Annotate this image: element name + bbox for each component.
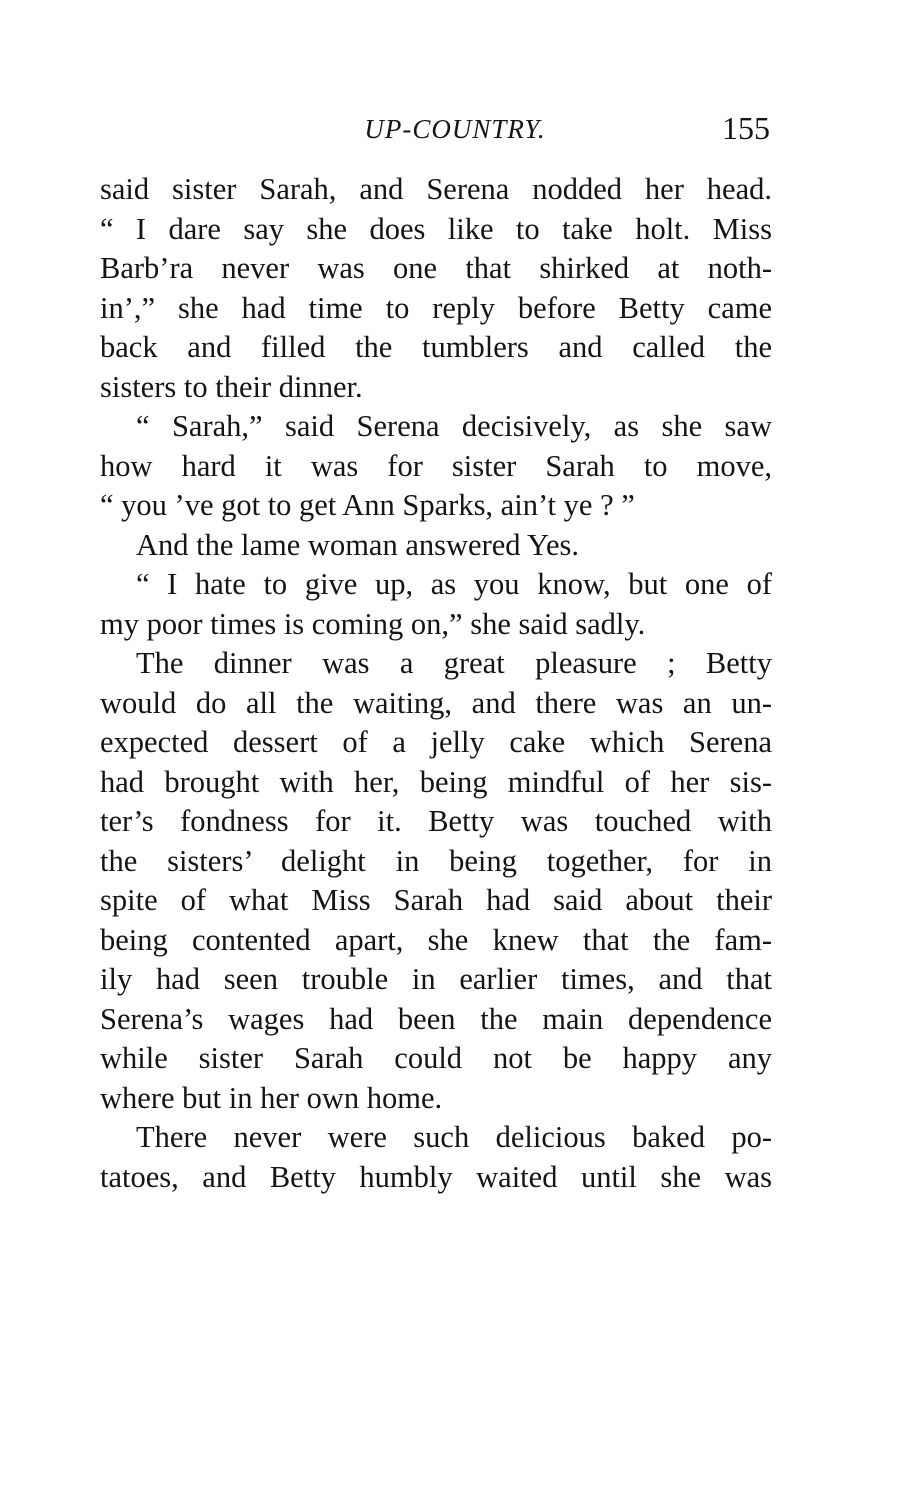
running-title: UP-COUNTRY. [364, 114, 546, 144]
text-line: in’,” she had time to reply before Betty came [100, 290, 772, 325]
text-line: had brought with her, being mindful of her sis- [100, 764, 772, 799]
page-number: 155 [722, 110, 770, 146]
text-line: said sister Sarah, and Serena nodded her head. [100, 172, 772, 206]
text-line: my poor times is coming on,” she said sadly. [100, 606, 646, 641]
text-line: “ you ’ve got to get Ann Sparks, ain’t ye ? ” [100, 488, 635, 522]
text-line: being contented apart, she knew that the fam- [100, 922, 772, 957]
text-line: And the lame woman answered Yes. [136, 527, 580, 562]
text-line: spite of what Miss Sarah had said about their [100, 883, 772, 917]
running-head [100, 110, 770, 158]
text-line: tatoes, and Betty humbly waited until she was [100, 1159, 772, 1194]
text-line: would do all the waiting, and there was an un- [100, 685, 772, 720]
text-line: “ I hate to give up, as you know, but one of [136, 567, 772, 601]
text-line: ter’s fondness for it. Betty was touched with [100, 804, 772, 838]
text-line: The dinner was a great pleasure ; Betty [136, 646, 772, 680]
text-line: expected dessert of a jelly cake which Serena [100, 725, 772, 759]
text-line: “ Sarah,” said Serena decisively, as she saw [136, 409, 772, 443]
text-line: sisters to their dinner. [100, 369, 363, 404]
text-line: “ I dare say she does like to take holt. Miss [100, 211, 772, 246]
text-line: ily had seen trouble in earlier times, and that [100, 962, 772, 996]
text-line: how hard it was for sister Sarah to move, [100, 448, 772, 483]
text-line: the sisters’ delight in being together, for in [100, 843, 772, 878]
text-line: where but in her own home. [100, 1080, 443, 1115]
text-line: Serena’s wages had been the main dependence [100, 1001, 772, 1036]
text-line: There never were such delicious baked po- [136, 1120, 772, 1154]
text-line: Barb’ra never was one that shirked at noth- [100, 251, 772, 285]
body-text [100, 170, 772, 1197]
text-line: while sister Sarah could not be happy any [100, 1041, 772, 1075]
text-line: back and filled the tumblers and called the [100, 330, 772, 364]
